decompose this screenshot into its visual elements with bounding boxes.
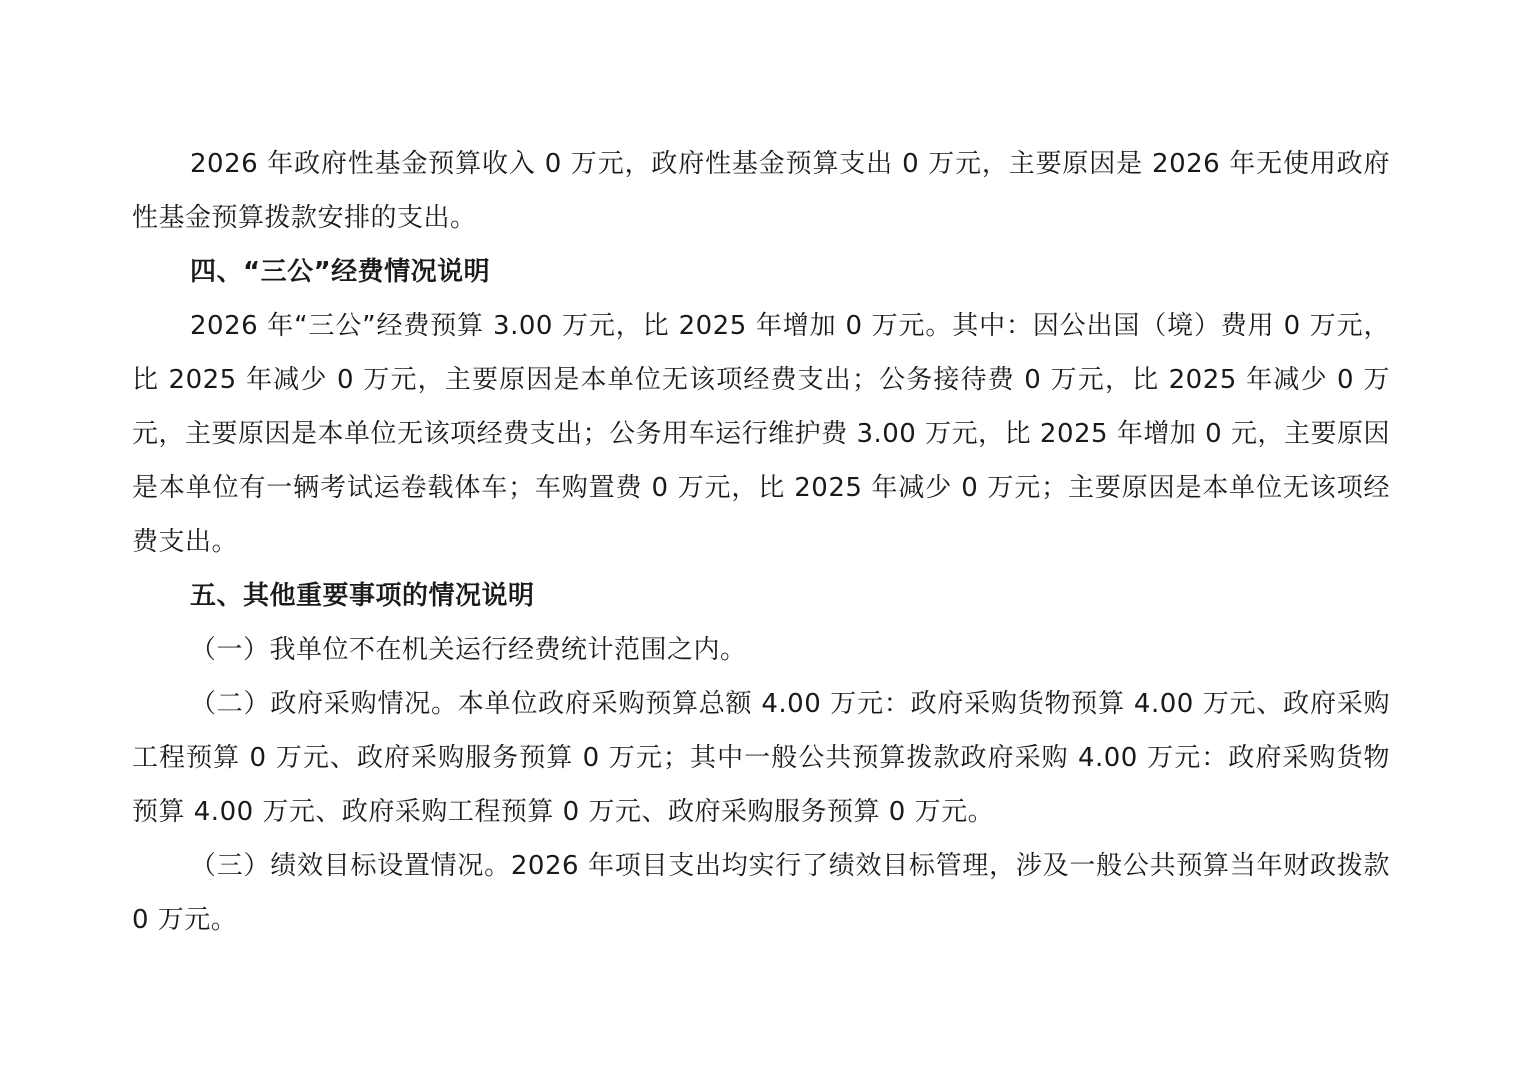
paragraph-government-procurement: （二）政府采购情况。本单位政府采购预算总额 4.00 万元：政府采购货物预算 4.00 万元、政府采购工程预算 0 万元、政府采购服务预算 0 万元；其中一般公共预算拨款政府采购 4.00 万元：政府采购货物预算 4.00 万元、政府采购工程预算 0 万元、政府采购服务预算 0 万元。 — [132, 689, 1390, 827]
paragraph-three-public-expenses: 2026 年“三公”经费预算 3.00 万元，比 2025 年增加 0 万元。其中：因公出国（境）费用 0 万元，比 2025 年减少 0 万元，主要原因是本单位无该项经费支出；公务接待费 0 万元，比 2025 年减少 0 万元，主要原因是本单位无该项经费支出；公务用车运行维护费 3.00 万元，比 2025 年增加 0 元，主要原因是本单位有一辆考试运卷载体车；车购置费 0 万元，比 2025 年减少 0 万元；主要原因是本单位无该项经费支出。 — [132, 311, 1390, 557]
paragraph-government-fund-budget: 2026 年政府性基金预算收入 0 万元，政府性基金预算支出 0 万元，主要原因是 2026 年无使用政府性基金预算拨款安排的支出。 — [132, 149, 1390, 233]
section-heading-three-public-expenses: 四、“三公”经费情况说明 — [190, 257, 491, 287]
section-heading-other-matters: 五、其他重要事项的情况说明 — [190, 581, 535, 611]
paragraph-operating-expenses-scope: （一）我单位不在机关运行经费统计范围之内。 — [190, 635, 747, 665]
document-body — [132, 137, 1390, 947]
paragraph-performance-targets: （三）绩效目标设置情况。2026 年项目支出均实行了绩效目标管理，涉及一般公共预算当年财政拨款 0 万元。 — [132, 851, 1390, 935]
